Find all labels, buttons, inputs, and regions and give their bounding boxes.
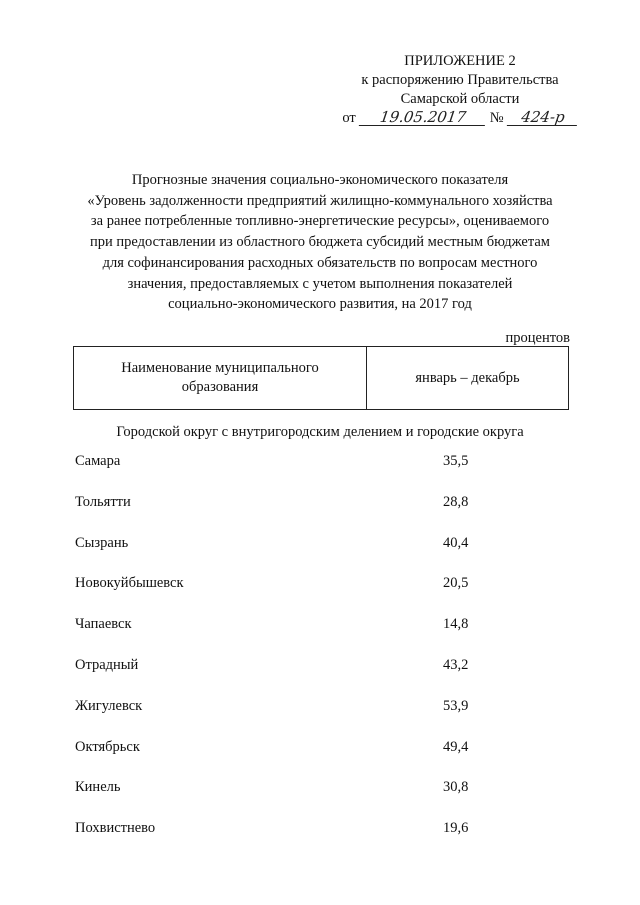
municipality-name: Жигулевск: [75, 697, 143, 714]
municipality-name: Кинель: [75, 779, 121, 796]
municipality-name: Отрадный: [75, 656, 139, 673]
indicator-value: 40,4: [443, 534, 469, 551]
heading-line: социально-экономического развития, на 2017 год: [168, 296, 472, 313]
section-title: Городской округ с внутригородским делением и городские округа: [116, 424, 524, 440]
column-header-name: Наименование муниципального образования: [74, 347, 367, 409]
indicator-value: 53,9: [443, 697, 469, 714]
heading-line: при предоставлении из областного бюджета субсидий местным бюджетам: [90, 234, 550, 251]
table-row: [73, 698, 569, 739]
annex-line-1: к распоряжению Правительства: [361, 72, 559, 88]
municipality-name: Чапаевск: [75, 616, 132, 633]
annex-date-number: [300, 109, 620, 128]
heading-line: за ранее потребленные топливно-энергетические ресурсы», оцениваемого: [90, 213, 550, 230]
indicator-value: 35,5: [443, 453, 469, 469]
municipality-name: Октябрьск: [75, 738, 140, 755]
indicator-value: 20,5: [443, 575, 469, 592]
table-row: [73, 739, 569, 780]
table-row: [73, 494, 569, 535]
table-header: [73, 346, 569, 410]
number-prefix: №: [489, 110, 504, 126]
municipality-name: Тольятти: [75, 493, 131, 510]
municipality-name: Сызрань: [75, 534, 129, 551]
table-body: [73, 453, 569, 861]
heading-line: для софинансирования расходных обязательств по вопросам местного: [102, 254, 538, 271]
heading-line: значения, предоставляемых с учетом выполнения показателей: [127, 275, 513, 292]
table-row: [73, 575, 569, 616]
heading-line: Прогнозные значения социально-экономического показателя: [131, 172, 509, 188]
municipality-name: Новокуйбышевск: [75, 575, 184, 592]
date-prefix: от: [342, 110, 356, 126]
annex-block: [300, 52, 620, 128]
units-label: процентов: [505, 330, 570, 346]
municipality-name: Похвистнево: [75, 820, 156, 837]
municipality-name: Самара: [75, 453, 121, 469]
annex-line-2: Самарской области: [400, 91, 520, 107]
table-row: [73, 453, 569, 494]
handwritten-date: 19.05.2017: [359, 109, 487, 126]
table-row: [73, 616, 569, 657]
indicator-value: 19,6: [443, 820, 469, 837]
indicator-value: 43,2: [443, 656, 469, 673]
column-header-period: январь – декабрь: [415, 369, 520, 386]
indicator-value: 49,4: [443, 738, 469, 755]
heading-line: «Уровень задолженности предприятий жилищно-коммунального хозяйства: [87, 192, 553, 209]
table-row: [73, 820, 569, 861]
document-heading: [60, 170, 580, 315]
table-row: [73, 657, 569, 698]
annex-title: ПРИЛОЖЕНИЕ 2: [404, 53, 516, 69]
table-row: [73, 535, 569, 576]
table-row: [73, 779, 569, 820]
handwritten-number: 424-р: [506, 109, 578, 126]
indicator-value: 28,8: [443, 493, 469, 510]
indicator-value: 30,8: [443, 779, 469, 796]
indicator-value: 14,8: [443, 616, 469, 633]
